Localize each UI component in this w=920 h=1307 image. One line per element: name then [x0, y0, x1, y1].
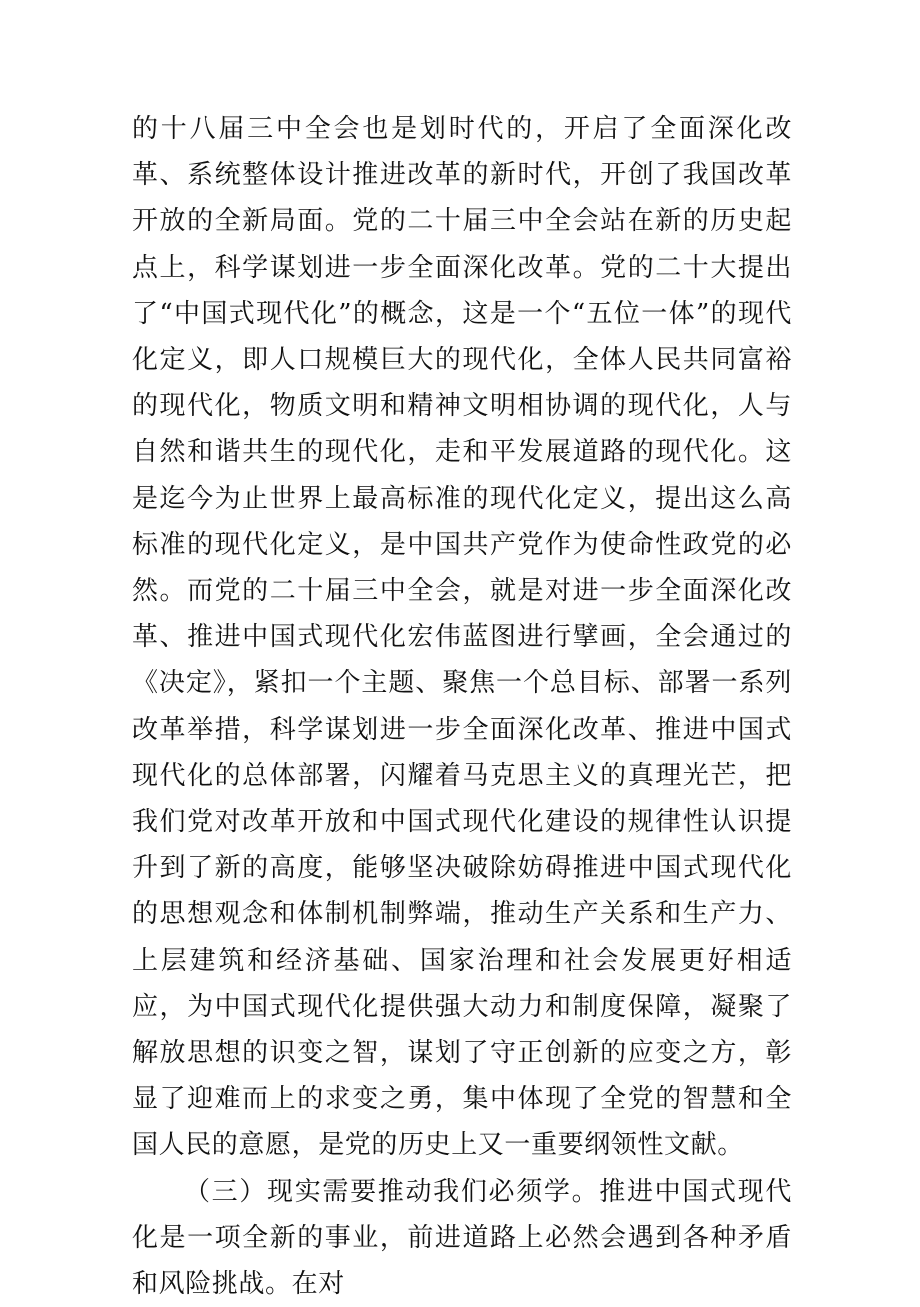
- paragraph-continuation: 的十八届三中全会也是划时代的，开启了全面深化改革、系统整体设计推进改革的新时代，开创了我国改革开放的全新局面。党的二十届三中全会站在新的历史起点上，科学谋划进一步全面深化改革。党的二十大提出了“中国式现代化”的概念，这是一个“五位一体”的现代化定义，即人口规模巨大的现代化，全体人民共同富裕的现代化，物质文明和精神文明相协调的现代化，人与自然和谐共生的现代化，走和平发展道路的现代化。这是迄今为止世界上最高标准的现代化定义，提出这么高标准的现代化定义，是中国共产党作为使命性政党的必然。而党的二十届三中全会，就是对进一步全面深化改革、推进中国式现代化宏伟蓝图进行擘画，全会通过的《决定》，紧扣一个主题、聚焦一个总目标、部署一系列改革举措，科学谋划进一步全面深化改革、推进中国式现代化的总体部署，闪耀着马克思主义的真理光芒，把我们党对改革开放和中国式现代化建设的规律性认识提升到了新的高度，能够坚决破除妨碍推进中国式现代化的思想观念和体制机制弊端，推动生产关系和生产力、上层建筑和经济基础、国家治理和社会发展更好相适应，为中国式现代化提供强大动力和制度保障，凝聚了解放思想的识变之智，谋划了守正创新的应变之方，彰显了迎难而上的求变之勇，集中体现了全党的智慧和全国人民的意愿，是党的历史上又一重要纲领性文献。: [132, 114, 792, 1161]
- body-text: [132, 106, 792, 1307]
- paragraph-section-three: （三）现实需要推动我们必须学。推进中国式现代化是一项全新的事业，前进道路上必然会遇到各种矛盾和风险挑战。在对: [132, 1176, 792, 1300]
